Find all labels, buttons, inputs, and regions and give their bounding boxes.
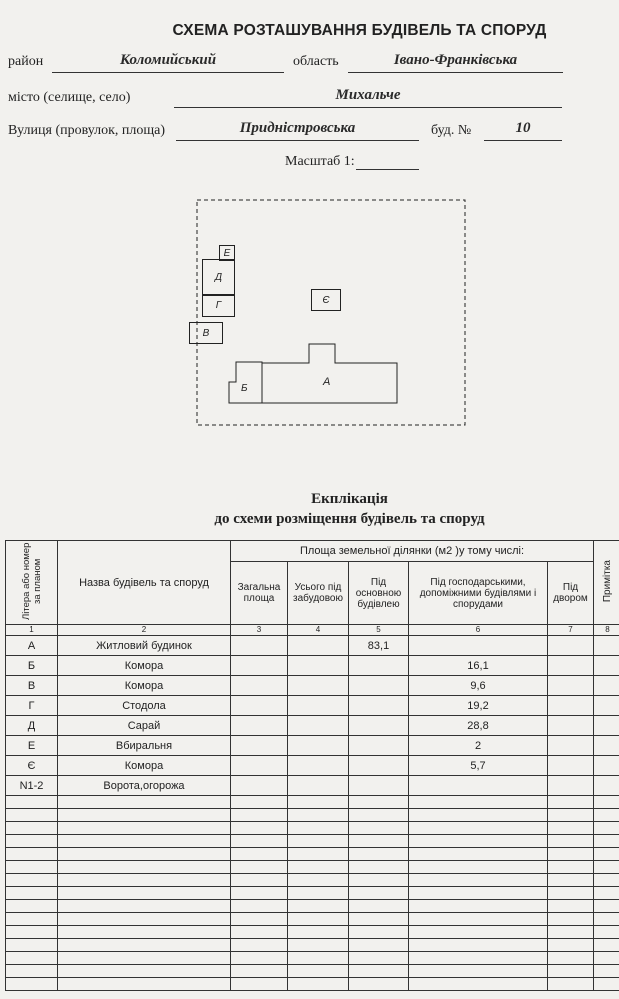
header-nazva: Назва будівель та споруд xyxy=(58,541,231,625)
oblast-label: область xyxy=(293,54,339,69)
empty-row xyxy=(6,926,619,939)
building-e: Е xyxy=(219,245,235,261)
col-number: 7 xyxy=(548,625,594,636)
col-number: 3 xyxy=(231,625,288,636)
page-title: СХЕМА РОЗТАШУВАННЯ БУДІВЕЛЬ ТА СПОРУД xyxy=(172,22,547,39)
plot-boundary xyxy=(197,200,465,425)
col-number: 1 xyxy=(6,625,58,636)
oblast-value: Івано-Франківська xyxy=(348,52,563,73)
cell-osnovna xyxy=(349,756,409,776)
cell-osnovna xyxy=(349,696,409,716)
building-g: Г xyxy=(202,294,235,317)
raion-value: Коломийський xyxy=(52,52,284,73)
empty-row xyxy=(6,887,619,900)
cell-osnovna xyxy=(349,776,409,796)
bud-value: 10 xyxy=(484,120,562,141)
cell-nazva: Вбиральня xyxy=(58,736,231,756)
cell-hosp xyxy=(409,776,548,796)
col-number: 5 xyxy=(349,625,409,636)
empty-row xyxy=(6,809,619,822)
column-numbers-row xyxy=(6,625,619,636)
empty-row xyxy=(6,965,619,978)
cell-hosp: 16,1 xyxy=(409,656,548,676)
cell-nazva: Житловий будинок xyxy=(58,636,231,656)
cell-litera: Д xyxy=(6,716,58,736)
empty-row xyxy=(6,835,619,848)
building-a-label: А xyxy=(323,376,331,388)
building-d: Д xyxy=(202,259,235,296)
col-number: 2 xyxy=(58,625,231,636)
cell-osnovna xyxy=(349,736,409,756)
header-ploshcha: Площа земельної ділянки (м2 )у тому числі: xyxy=(231,541,594,562)
header-hospodarskymy: Під господарськими, допоміжними будівлями і спорудами xyxy=(409,562,548,625)
table-row xyxy=(6,696,619,716)
cell-osnovna xyxy=(349,656,409,676)
cell-nazva: Стодола xyxy=(58,696,231,716)
cell-litera: Г xyxy=(6,696,58,716)
cell-osnovna xyxy=(349,676,409,696)
col-number: 8 xyxy=(594,625,619,636)
empty-row xyxy=(6,952,619,965)
cell-litera: В xyxy=(6,676,58,696)
raion-label: район xyxy=(8,54,44,69)
explication-subtitle: до схеми розміщення будівель та споруд xyxy=(214,511,485,527)
cell-osnovna: 83,1 xyxy=(349,636,409,656)
cell-hosp: 9,6 xyxy=(409,676,548,696)
header-usoho: Усього під забудовою xyxy=(288,562,349,625)
empty-row xyxy=(6,822,619,835)
vulytsia-value: Придністровська xyxy=(176,120,419,141)
building-ye: Є xyxy=(311,289,341,311)
explication-title: Екплікація xyxy=(311,491,388,507)
cell-litera: N1-2 xyxy=(6,776,58,796)
explication-table xyxy=(5,540,619,991)
cell-hosp: 28,8 xyxy=(409,716,548,736)
table-row xyxy=(6,776,619,796)
scale-label: Масштаб 1: xyxy=(285,154,355,169)
cell-nazva: Ворота,огорожа xyxy=(58,776,231,796)
header-osnovnoiu: Під основною будівлею xyxy=(349,562,409,625)
cell-litera: А xyxy=(6,636,58,656)
cell-litera: Е xyxy=(6,736,58,756)
building-a-outline xyxy=(229,344,397,403)
empty-row xyxy=(6,900,619,913)
empty-row xyxy=(6,913,619,926)
header-prymitka: Примітка xyxy=(594,541,619,625)
misto-label: місто (селище, село) xyxy=(8,90,131,105)
table-row xyxy=(6,756,619,776)
empty-row xyxy=(6,848,619,861)
cell-hosp: 19,2 xyxy=(409,696,548,716)
empty-row xyxy=(6,796,619,809)
header-zahalna: Загальна площа xyxy=(231,562,288,625)
header-litera: Літера або номер за планом xyxy=(6,541,58,625)
empty-row xyxy=(6,861,619,874)
table-row xyxy=(6,736,619,756)
col-number: 4 xyxy=(288,625,349,636)
cell-hosp: 2 xyxy=(409,736,548,756)
table-row xyxy=(6,636,619,656)
table-row xyxy=(6,656,619,676)
cell-litera: Б xyxy=(6,656,58,676)
scale-value-line xyxy=(356,154,419,170)
cell-nazva: Сарай xyxy=(58,716,231,736)
empty-row xyxy=(6,939,619,952)
cell-nazva: Комора xyxy=(58,656,231,676)
cell-nazva: Комора xyxy=(58,676,231,696)
header-dvorom: Під двором xyxy=(548,562,594,625)
cell-hosp xyxy=(409,636,548,656)
cell-osnovna xyxy=(349,716,409,736)
building-v: В xyxy=(189,322,223,344)
bud-label: буд. № xyxy=(431,123,472,138)
cell-litera: Є xyxy=(6,756,58,776)
empty-row xyxy=(6,874,619,887)
building-b-label: Б xyxy=(241,383,248,394)
vulytsia-label: Вулиця (провулок, площа) xyxy=(8,123,166,138)
empty-row xyxy=(6,978,619,991)
cell-hosp: 5,7 xyxy=(409,756,548,776)
table-row xyxy=(6,716,619,736)
cell-nazva: Комора xyxy=(58,756,231,776)
table-row xyxy=(6,676,619,696)
misto-value: Михальче xyxy=(174,87,562,108)
col-number: 6 xyxy=(409,625,548,636)
